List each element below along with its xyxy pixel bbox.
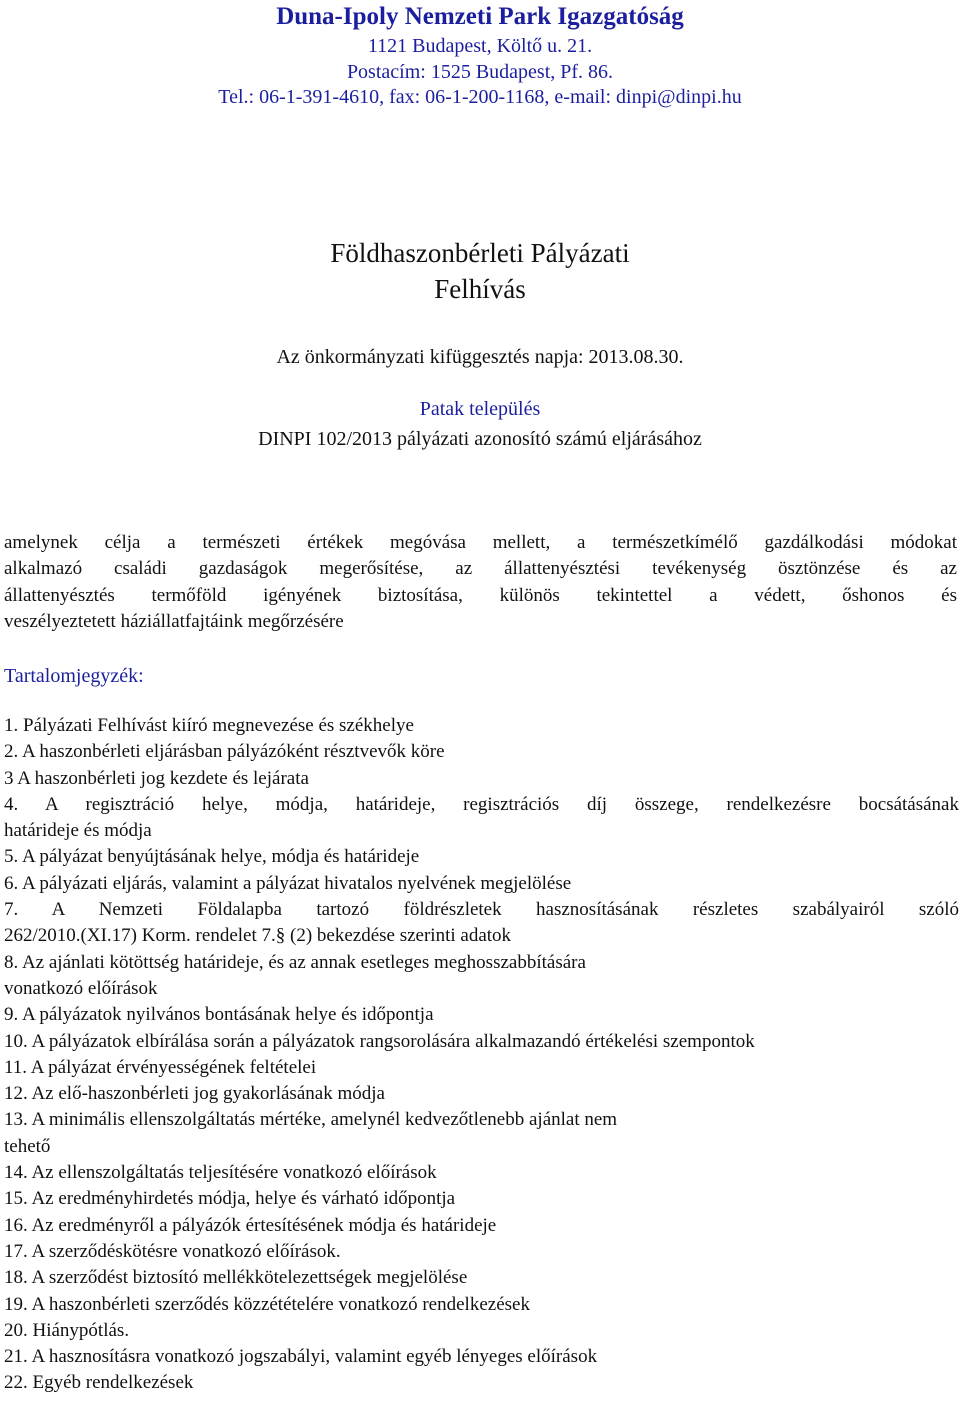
toc-item: 22. Egyéb rendelkezések: [4, 1372, 194, 1394]
toc-item: 7. A Nemzeti Földalapba tartozó földrészletek hasznosításának részletes szabályairól szóló: [4, 899, 959, 921]
toc-item: 21. A hasznosításra vonatkozó jogszabályi, valamint egyéb lényeges előírások: [4, 1346, 598, 1368]
toc-item-continuation: vonatkozó előírások: [4, 977, 158, 999]
toc-item: 2. A haszonbérleti eljárásban pályázóként résztvevők köre: [4, 741, 445, 763]
settlement-name: Patak település: [419, 398, 541, 420]
toc-item: 9. A pályázatok nyilvános bontásának helye és időpontja: [4, 1004, 434, 1026]
intro-line: amelynek célja a természeti értékek megóvása mellett, a természetkímélő gazdálkodási módokat: [4, 532, 957, 553]
toc-item: 8. Az ajánlati kötöttség határideje, és az annak esetleges meghosszabbítására: [4, 951, 586, 973]
toc-item: 6. A pályázati eljárás, valamint a pályázat hivatalos nyelvének megjelölése: [4, 872, 572, 894]
toc-item: 20. Hiánypótlás.: [4, 1319, 130, 1341]
procedure-identifier: DINPI 102/2013 pályázati azonosító számú eljárásához: [258, 428, 702, 450]
postal-address: Postacím: 1525 Budapest, Pf. 86.: [346, 61, 614, 83]
toc-item-continuation: határideje és módja: [4, 820, 152, 842]
toc-item: 3 A haszonbérleti jog kezdete és lejárata: [4, 767, 309, 789]
intro-line: állattenyésztés termőföld igényének biztosítása, különös tekintettel a védett, őshonos és: [4, 584, 957, 606]
toc-item: 14. Az ellenszolgáltatás teljesítésére vonatkozó előírások: [4, 1162, 437, 1184]
intro-paragraph: [4, 530, 957, 635]
organization-name: Duna-Ipoly Nemzeti Park Igazgatóság: [276, 3, 684, 30]
toc-item: 15. Az eredményhirdetés módja, helye és várható időpontja: [4, 1188, 456, 1210]
toc-item: 10. A pályázatok elbírálása során a pályázatok rangsorolására alkalmazandó értékelési szempontok: [4, 1030, 755, 1052]
publication-date: Az önkormányzati kifüggesztés napja: 2013.08.30.: [276, 346, 684, 368]
toc-item: 5. A pályázat benyújtásának helye, módja és határideje: [4, 846, 420, 868]
toc-item: 16. Az eredményről a pályázók értesítésének módja és határideje: [4, 1214, 497, 1236]
toc-item: 18. A szerződést biztosító mellékkötelezettségek megjelölése: [4, 1267, 468, 1289]
toc-item-continuation: tehető: [4, 1135, 51, 1157]
organization-address: 1121 Budapest, Költő u. 21.: [367, 35, 593, 57]
toc-heading: Tartalomjegyzék:: [4, 665, 144, 687]
table-of-contents: [4, 713, 959, 1397]
document-title-line-1: Földhaszonbérleti Pályázati: [330, 238, 630, 268]
intro-line: veszélyeztetett háziállatfajtáink megőrzésére: [4, 610, 344, 632]
toc-item: 11. A pályázat érvényességének feltételei: [4, 1056, 317, 1078]
toc-item: 17. A szerződéskötésre vonatkozó előírások.: [4, 1240, 341, 1262]
toc-item: 19. A haszonbérleti szerződés közzétételére vonatkozó rendelkezések: [4, 1293, 530, 1315]
contact-info: Tel.: 06-1-391-4610, fax: 06-1-200-1168, e-mail: dinpi@dinpi.hu: [218, 86, 742, 108]
intro-line: alkalmazó családi gazdaságok megerősítése, az állattenyésztési tevékenység ösztönzése és az: [4, 558, 957, 580]
toc-item: 1. Pályázati Felhívást kiíró megnevezése és székhelye: [4, 715, 414, 736]
toc-item: 12. Az elő-haszonbérleti jog gyakorlásának módja: [4, 1083, 385, 1105]
toc-item: 4. A regisztráció helye, módja, határideje, regisztrációs díj összege, rendelkezésre bocsátásának: [4, 793, 959, 815]
toc-item-continuation: 262/2010.(XI.17) Korm. rendelet 7.§ (2) bekezdése szerinti adatok: [4, 925, 512, 947]
toc-item: 13. A minimális ellenszolgáltatás mértéke, amelynél kedvezőtlenebb ajánlat nem: [4, 1109, 618, 1131]
document-title-line-2: Felhívás: [434, 274, 526, 304]
